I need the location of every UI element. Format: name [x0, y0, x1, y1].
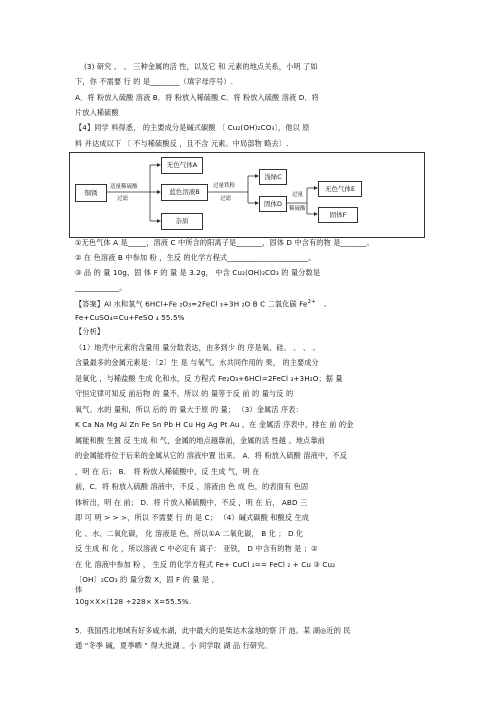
option-line: A．将 粉放入硫酸 溶液 B．将 粉放入稀硫酸 C．将 粉放入硫酸 溶液 D．将	[75, 93, 319, 102]
subquestion-3: ③ 品 的 量 10g，固 体 F 的 量 是 3.2g， 中含 Cu₂(OH)₂CO₃ 的 量分数是	[75, 268, 321, 277]
analysis-line: 的金属能将位于后来的金属从它的 溶液中置 出来。 A．将 粉放入硫酸 溶液中，不反	[75, 451, 348, 460]
option-line-cont: 片放入稀硫酸	[75, 108, 119, 117]
step2-label-bottom: 过滤	[220, 196, 232, 202]
blue-solution-b-box: 蓝色溶液B	[161, 184, 208, 201]
answer-text: 【答案】Al 水和氧气 6HCl+Fe ₂O₃=2FeCl ₃+3H ₂O B C 二氧化碳 Fe	[75, 299, 308, 309]
experiment-intro-line2: 料 并达成以下 〔 不与稀硫酸反 ，且不含 元素。中局部物 略去〕.	[75, 139, 289, 148]
question-intro-line1: (3) 研究 、 、 三种金属的活 性，以及它 和 元素的地点关系，小明 了如	[84, 62, 318, 71]
analysis-line: 化 、水、二氧化碳， 化 溶液是 色，所以①A 二氧化碳， B 化 ； D 化	[75, 529, 304, 538]
analysis-line: 即 可 明 > > >，所以 不需要 行 的 是 C； （4）碱式碳酸 和酸反 生成	[75, 513, 310, 522]
analysis-line: 反 生成 和 化 ，所以溶液 C 中必定有 离子： 亚铁， D 中含有的物 是 ；②	[75, 544, 318, 553]
question5-line1: 5．我国西北地域有好多咸水湖，此中最大的是柴达木盆地的察 汗 池。某 湖◎近的 民	[75, 626, 351, 635]
question-intro-line2: 下，你 不需要 行 的 是________（填字母序号）.	[75, 77, 234, 86]
analysis-line: 在 化 溶液中参加 粉 ， 生反 的化学方程式 Fe+ CuCl ₂== FeCl ₂ + Cu ③ Cu₂	[75, 560, 336, 569]
analysis-line: （1）地壳中元素的含量用 量分数表达，由多到少 的 序是氧、硅、 、 、 。	[75, 343, 320, 352]
analysis-line: 前，C．将 粉放入硫酸 溶液中，不反 ，溶液由 色 成 色，的表面有 色固	[75, 482, 309, 491]
answer-tail: 、	[323, 299, 332, 309]
analysis-line: 是氧化 ，与稀盐酸 生成 化和水，反 方程式 Fe₂O₃+6HCl=2FeCl ₃+3H₂O；据 量	[75, 374, 343, 383]
step3-label-top: 过量	[292, 192, 304, 198]
subquestion-2: ② 在 色溶液 B 中参加 粉 ，生反 的化学方程式______________________。	[75, 253, 316, 262]
analysis-line: 体	[75, 585, 83, 594]
step1-label-top: 适量稀硫酸	[110, 184, 138, 190]
analysis-title: 【分析】	[75, 327, 105, 336]
solid-d-box: 固体D	[259, 196, 287, 212]
step2-label-top: 过量铁粉	[213, 183, 236, 189]
gas-a-box: 无色气体A	[161, 157, 203, 174]
answer-line2: Fe+CuSO₄=Cu+FeSO ₄ 55.5%	[75, 313, 185, 322]
step3-label-bottom: 稀硫酸	[289, 206, 306, 212]
step1-label-bottom: 过滤	[117, 196, 129, 202]
impurity-box: 杂质	[161, 213, 203, 230]
analysis-line: 含量最多的金属元素是：〔2〕生 是 与氧气、水共同作用的 果， 的主要成分	[75, 358, 319, 367]
analysis-line: 体析出，明 在 前； D．将 片放入稀硫酸中，不反 ，明 在 后， ABD 三	[75, 498, 308, 507]
analysis-line: 氧气、水的 量和，所以 后的 的 量大于原 的 量； （3）金属活 序表：	[75, 405, 303, 414]
answer-superscript: 2+	[307, 299, 316, 305]
analysis-line: 守恒定律可知反 前后物 的 量不，所以 的 量等于反 前 的 量与反 的	[75, 389, 294, 398]
experiment-intro-line1: 【4】同学 料得悉， 的主要成分是碱式碳酸 〔 Cu₂(OH)₂CO₃〕，他以 原	[75, 123, 310, 132]
subquestion-3-cont: ____________。	[75, 283, 127, 292]
light-green-c-box: 浅绿C	[259, 169, 287, 185]
question5-line2: 通 “冬季 碱，夏季晒 ” 得大批湖 。小 同学取 湖 品 行研究。	[75, 641, 272, 650]
analysis-line: K Ca Na Mg Al Zn Fe Sn Pb H Cu Hg Ag Pt Au ，在 金属活 序表中，排在 前 的金	[75, 420, 354, 429]
copper-rust-box: 铜锈	[75, 184, 107, 202]
analysis-line: ，明 在 后； B． 将 粉放入稀硫酸中，反 生成 气，明 在	[75, 467, 260, 476]
solid-f-box: 固体F	[318, 207, 358, 223]
answer-line1	[75, 298, 331, 308]
subquestion-1: ①无色气体 A 是_____，溶液 C 中所含的阳离子是_______，固体 D 中含有的物 是_______。	[75, 238, 374, 247]
gas-e-box: 无色气体E	[318, 181, 362, 197]
analysis-line: 属能和酸 生置 反 生成 和 气，金属的地点越靠前，金属的活 性越 。地点靠前	[75, 436, 325, 445]
analysis-line: 10g×X×(128 ÷228× X=55.5%.	[75, 597, 192, 606]
analysis-line: 〔OH〕₂CO₃ 的 量分数 X，固 F 的 量 是 ，	[75, 575, 219, 584]
